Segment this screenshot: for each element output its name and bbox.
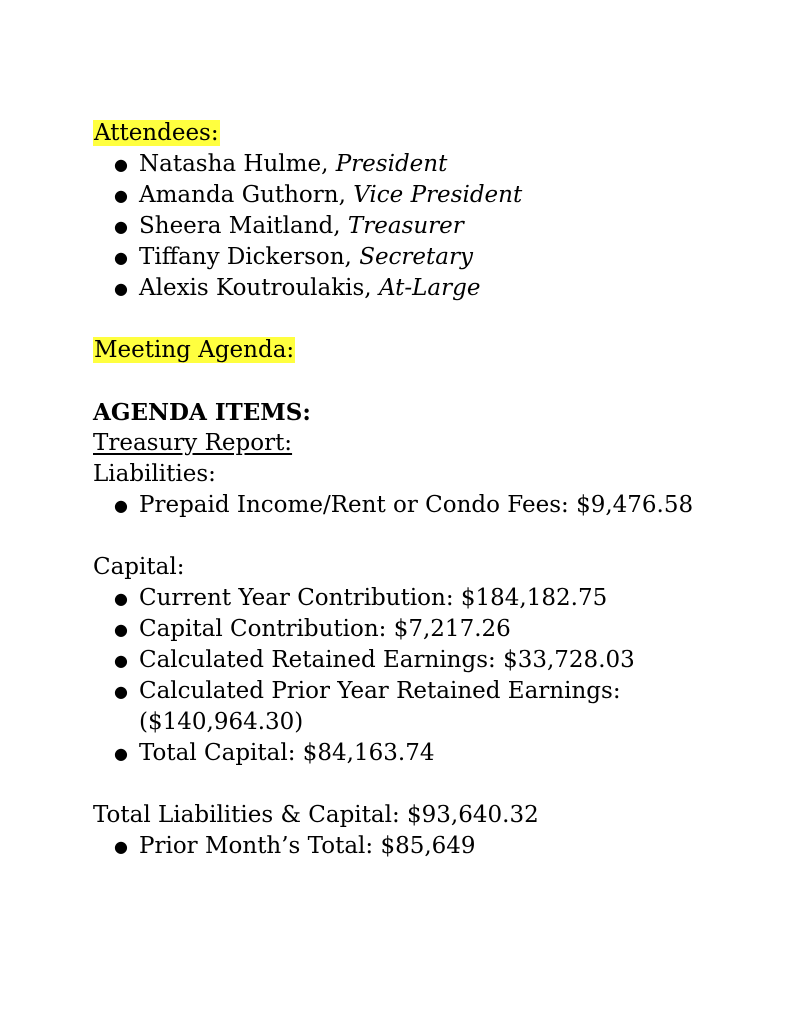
capital-text: Capital Contribution: $7,217.26	[139, 616, 511, 642]
bullet-icon: ●	[114, 496, 128, 515]
bullet-icon: ●	[114, 651, 128, 670]
attendee-role: President	[335, 151, 448, 177]
bullet-icon: ●	[114, 186, 128, 205]
spacer	[93, 304, 753, 335]
attendee-item	[113, 149, 753, 180]
capital-text: Current Year Contribution: $184,182.75	[139, 585, 608, 611]
bullet-icon: ●	[114, 620, 128, 639]
capital-list	[93, 583, 753, 769]
liabilities-label: Liabilities:	[93, 461, 216, 487]
capital-text: Total Capital: $84,163.74	[139, 740, 435, 766]
bullet-icon: ●	[114, 155, 128, 174]
attendee-item	[113, 273, 753, 304]
attendee-item	[113, 242, 753, 273]
capital-item	[113, 614, 753, 645]
meeting-agenda-heading: Meeting Agenda:	[94, 337, 295, 363]
liability-item	[113, 490, 753, 521]
attendee-role: Treasurer	[347, 213, 464, 239]
attendee-item	[113, 211, 753, 242]
agenda-items-heading: AGENDA ITEMS:	[93, 399, 311, 426]
total-text: Prior Month’s Total: $85,649	[139, 833, 476, 859]
bullet-icon: ●	[114, 589, 128, 608]
bullet-icon: ●	[114, 279, 128, 298]
treasury-report-heading-line	[93, 428, 753, 459]
bullet-icon: ●	[114, 217, 128, 236]
capital-text: Calculated Retained Earnings: $33,728.03	[139, 647, 635, 673]
attendees-list	[93, 149, 753, 304]
meeting-agenda-heading-line	[93, 335, 753, 366]
capital-item	[113, 645, 753, 676]
document-page	[93, 118, 753, 862]
capital-text: Calculated Prior Year Retained Earnings:	[139, 678, 621, 704]
attendee-role: Secretary	[359, 244, 473, 270]
bullet-icon: ●	[114, 682, 128, 701]
capital-item	[113, 583, 753, 614]
total-list	[93, 831, 753, 862]
capital-item	[113, 738, 753, 769]
attendee-name: Natasha Hulme,	[139, 151, 336, 177]
spacer	[93, 769, 753, 800]
capital-text-continued: ($140,964.30)	[139, 709, 304, 735]
spacer	[93, 366, 753, 397]
attendee-name: Alexis Koutroulakis,	[139, 275, 379, 301]
treasury-report-heading: Treasury Report:	[93, 430, 293, 456]
spacer	[93, 521, 753, 552]
attendees-heading: Attendees:	[94, 120, 219, 146]
capital-label: Capital:	[93, 554, 185, 580]
attendee-name: Tiffany Dickerson,	[139, 244, 360, 270]
attendee-role: Vice President	[353, 182, 523, 208]
attendee-name: Sheera Maitland,	[139, 213, 348, 239]
attendee-item	[113, 180, 753, 211]
bullet-icon: ●	[114, 248, 128, 267]
total-item	[113, 831, 753, 862]
capital-item	[113, 676, 753, 738]
liabilities-list	[93, 490, 753, 521]
total-liabilities-capital: Total Liabilities & Capital: $93,640.32	[93, 802, 539, 828]
liability-text: Prepaid Income/Rent or Condo Fees: $9,476.58	[139, 492, 694, 518]
attendees-heading-line	[93, 118, 753, 149]
attendee-role: At-Large	[378, 275, 481, 301]
bullet-icon: ●	[114, 744, 128, 763]
attendee-name: Amanda Guthorn,	[139, 182, 354, 208]
bullet-icon: ●	[114, 837, 128, 856]
